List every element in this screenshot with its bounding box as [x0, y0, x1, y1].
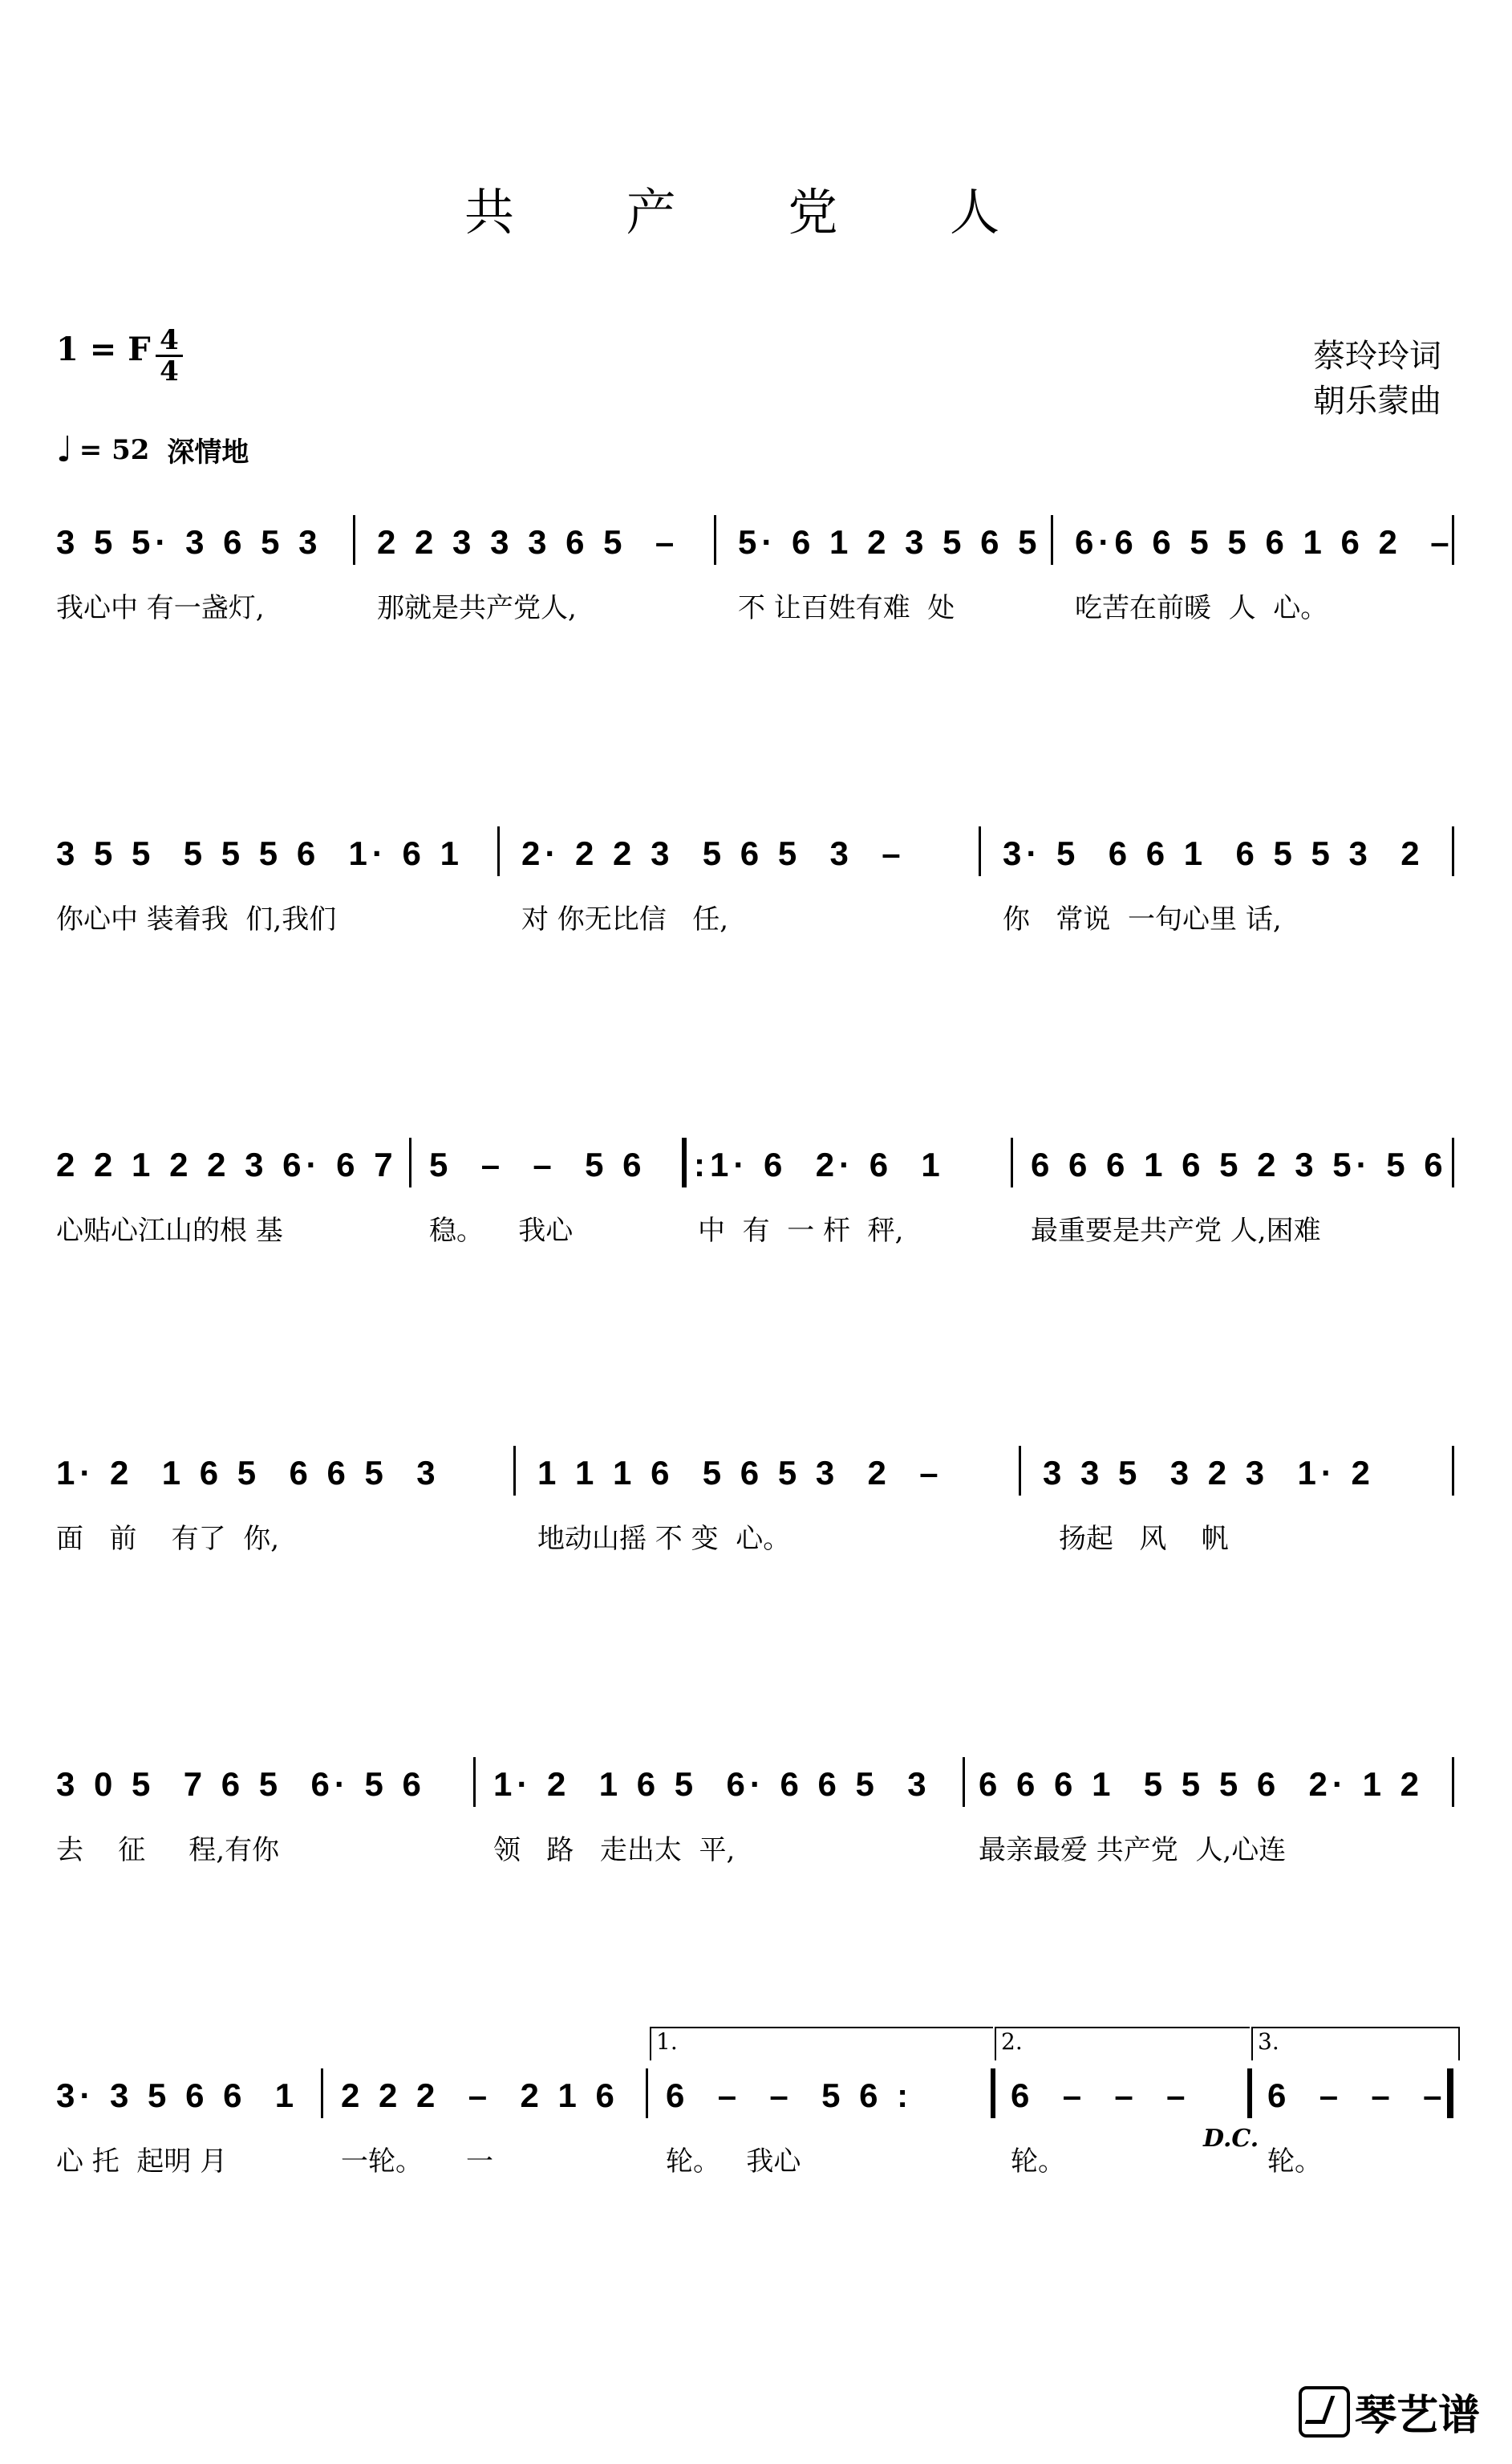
watermark-logo [1299, 2381, 1480, 2442]
staff-row-4 [56, 1454, 1456, 1555]
measure-notes: 6·6 6 5 5 6 1 6 2 – [1075, 523, 1454, 561]
measure-notes: :1· 6 2· 6 1 [694, 1146, 945, 1183]
lyric-line: 一轮。 一 [341, 2145, 494, 2178]
volta-3: 3. [1251, 2027, 1460, 2060]
staff-row-5 [56, 1765, 1456, 1866]
measure-notes: 2 2 1 2 2 3 6· 6 7 [56, 1146, 398, 1183]
lyric-line: 轮。 [1267, 2145, 1322, 2178]
time-signature-top: 4 [160, 324, 179, 356]
measure-notes: 3 5 5· 3 6 5 3 [56, 523, 322, 561]
dc-marking: D.C. [1203, 2125, 1259, 2153]
lyric-line: 轮。 我心 [666, 2145, 801, 2178]
measure-notes: 5· 6 1 2 3 5 6 5 [738, 523, 1042, 561]
lyric-line: 领 路 走出太 平, [493, 1834, 736, 1866]
lyric-line: 对 你无比信 任, [521, 903, 729, 936]
quarter-note-icon: ♩ [56, 429, 73, 470]
measure-notes: 1· 2 1 6 5 6· 6 6 5 3 [493, 1765, 931, 1803]
lyric-line: 你 常说 一句心里 话, [1003, 903, 1282, 936]
measure-notes: 2 2 2 – 2 1 6 [341, 2076, 619, 2114]
measure-notes: 2· 2 2 3 5 6 5 3 – [521, 834, 906, 872]
lyric-line: 心贴心江山的根 基 [56, 1215, 283, 1247]
measure-notes: 6 – – – [1267, 2076, 1447, 2114]
staff-row-6 [56, 2028, 1456, 2178]
lyric-line: 地动山摇 不 变 心。 [537, 1523, 791, 1555]
lyric-line: 最亲最爱 共产党 人,心连 [979, 1834, 1287, 1866]
lyric-line: 不 让百姓有难 处 [738, 592, 955, 624]
lyric-line: 扬起 风 帆 [1059, 1523, 1229, 1555]
lyric-line: 面 前 有了 你, [56, 1523, 280, 1555]
staff-row-3 [56, 1146, 1456, 1247]
staff-row-2 [56, 834, 1456, 936]
lyric-line: 心 托 起明 月 [56, 2145, 228, 2178]
composer-credit: 朝乐蒙曲 [1313, 383, 1441, 420]
lyric-line: 吃苦在前暖 人 心。 [1075, 592, 1328, 624]
measure-notes: 3· 5 6 6 1 6 5 5 3 2 [1003, 834, 1425, 872]
measure-notes: 3 0 5 7 6 5 6· 5 6 [56, 1765, 426, 1803]
lyric-line: 你心中 装着我 们,我们 [56, 903, 337, 936]
measure-notes: 2 2 3 3 3 6 5 – [377, 523, 679, 561]
logo-icon [1299, 2386, 1350, 2438]
watermark-text: 琴艺谱 [1354, 2392, 1480, 2440]
tempo-expression: 深情地 [167, 436, 249, 469]
tempo-marking [56, 429, 249, 470]
staff-row-1 [56, 523, 1456, 624]
lyric-line: 稳。 我心 [429, 1215, 574, 1247]
measure-notes: 3· 3 5 6 6 1 [56, 2076, 299, 2114]
song-title: 共 产 党 人 [464, 183, 1048, 242]
tempo-bpm: = 52 [79, 433, 150, 466]
volta-2: 2. [995, 2027, 1250, 2060]
measure-notes: 6 6 6 1 6 5 2 3 5· 5 6 [1031, 1146, 1448, 1183]
lyric-line: 中 有 一 杆 秤, [698, 1215, 904, 1247]
key-signature: 1 = F [56, 331, 151, 368]
lyricist-credit: 蔡玲玲词 [1313, 338, 1441, 375]
measure-notes: 5 – – 5 6 [429, 1146, 647, 1183]
lyric-line: 我心中 有一盏灯, [56, 592, 265, 624]
measure-notes: 3 3 5 3 2 3 1· 2 [1043, 1454, 1375, 1492]
time-signature [156, 326, 183, 386]
measure-notes: 6 – – 5 6 : [666, 2076, 914, 2114]
lyric-line: 那就是共产党人, [377, 592, 577, 624]
measure-notes: 6 6 6 1 5 5 5 6 2· 1 2 [979, 1765, 1424, 1803]
volta-1: 1. [650, 2027, 993, 2060]
lyric-line: 轮。 [1011, 2145, 1065, 2178]
measure-notes: 1 1 1 6 5 6 5 3 2 – [537, 1454, 943, 1492]
time-signature-bottom: 4 [160, 355, 179, 388]
measure-notes: 6 – – – [1011, 2076, 1190, 2114]
lyric-line: 最重要是共产党 人,困难 [1031, 1215, 1321, 1247]
lyric-line: 去 征 程,有你 [56, 1834, 280, 1866]
measure-notes: 3 5 5 5 5 5 6 1· 6 1 [56, 834, 464, 872]
measure-notes: 1· 2 1 6 5 6 6 5 3 [56, 1454, 440, 1492]
